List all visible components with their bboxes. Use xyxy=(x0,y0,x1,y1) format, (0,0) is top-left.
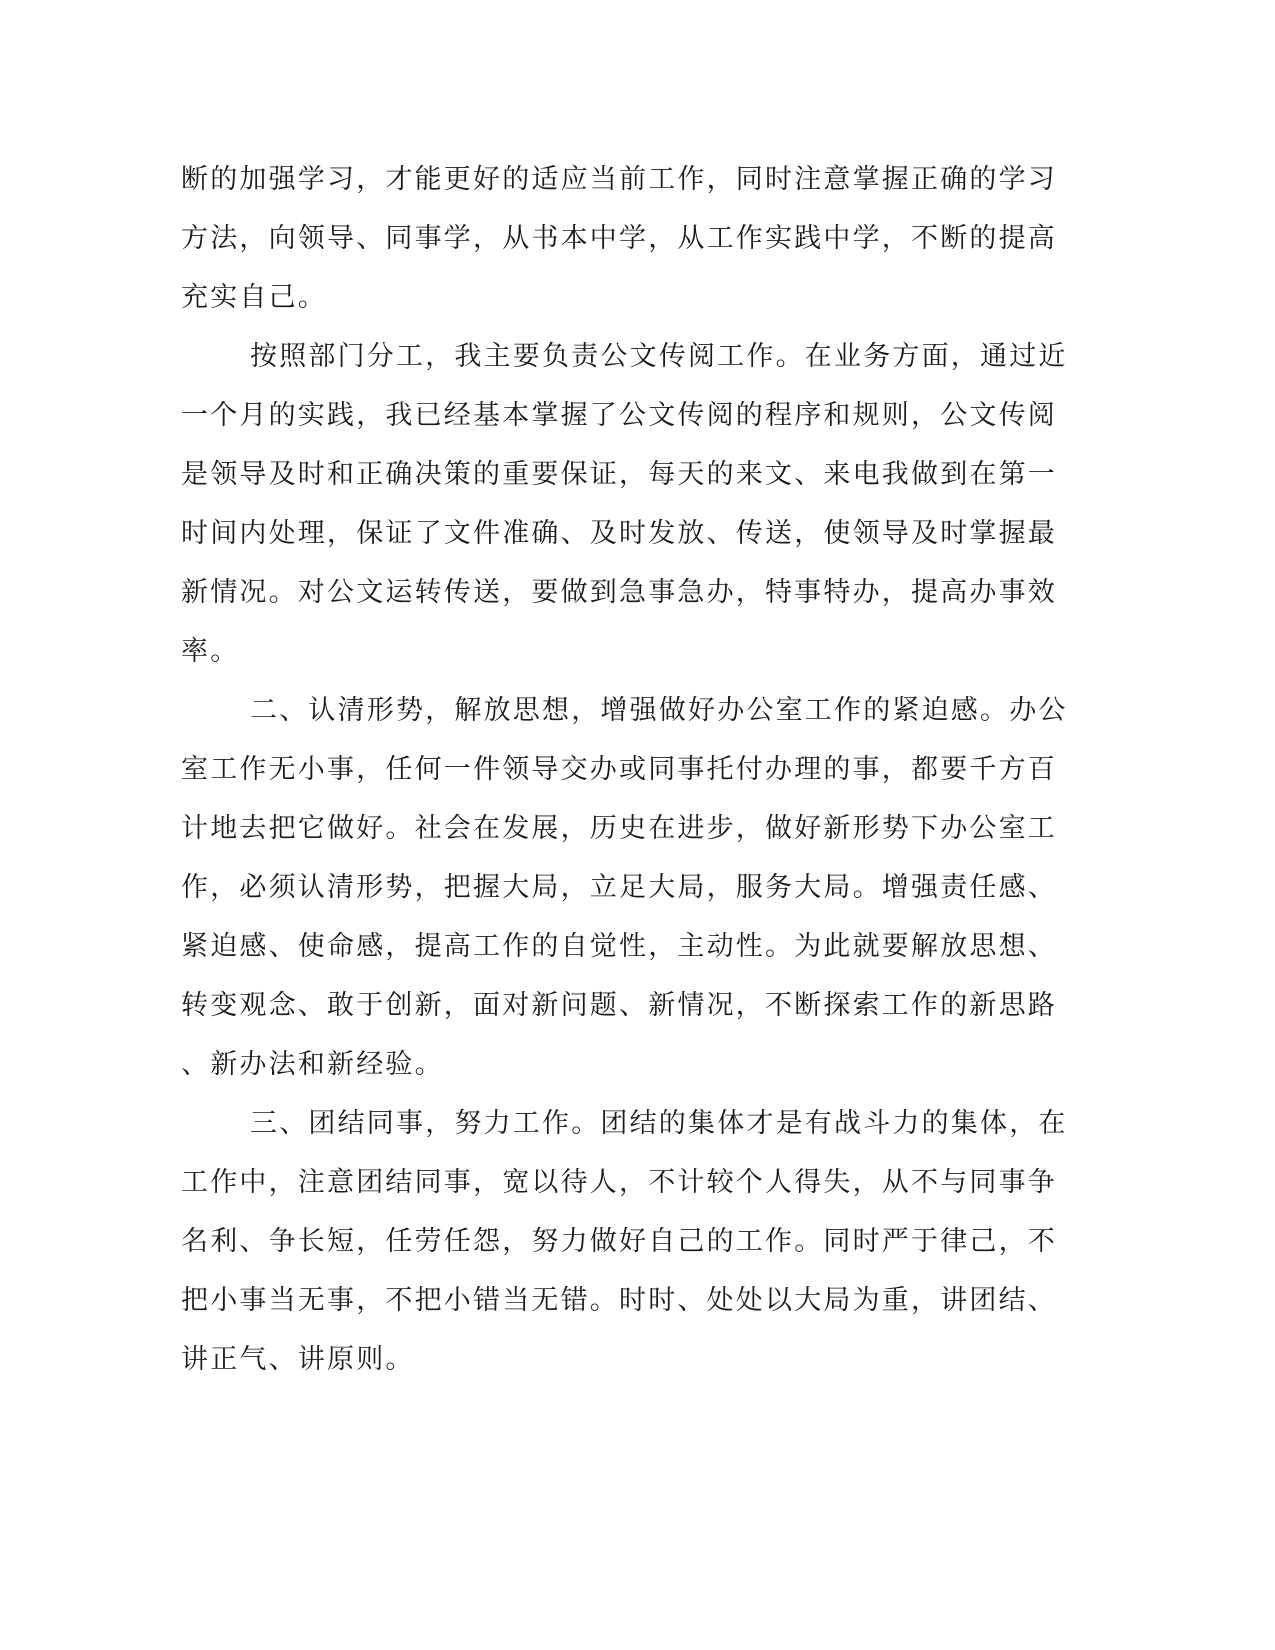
paragraph-3-line-4: 作，必须认清形势，把握大局，立足大局，服务大局。增强责任感、 xyxy=(181,872,1057,903)
paragraph-1-line-1: 断的加强学习，才能更好的适应当前工作，同时注意掌握正确的学习 xyxy=(181,164,1057,195)
paragraph-2-line-1: 按照部门分工，我主要负责公文传阅工作。在业务方面，通过近 xyxy=(250,341,1068,372)
paragraph-3-line-6: 转变观念、敢于创新，面对新问题、新情况，不断探索工作的新思路 xyxy=(181,990,1057,1021)
paragraph-4-line-3: 名利、争长短，任劳任怨，努力做好自己的工作。同时严于律己，不 xyxy=(181,1226,1057,1257)
paragraph-3-line-2: 室工作无小事，任何一件领导交办或同事托付办理的事，都要千方百 xyxy=(181,754,1057,785)
paragraph-3-line-7: 、新办法和新经验。 xyxy=(181,1049,444,1080)
paragraph-3-line-1: 二、认清形势，解放思想，增强做好办公室工作的紧迫感。办公 xyxy=(250,695,1068,726)
paragraph-4-line-4: 把小事当无事，不把小错当无错。时时、处处以大局为重，讲团结、 xyxy=(181,1285,1057,1316)
paragraph-3-line-3: 计地去把它做好。社会在发展，历史在进步，做好新形势下办公室工 xyxy=(181,813,1057,844)
paragraph-3-line-5: 紧迫感、使命感，提高工作的自觉性，主动性。为此就要解放思想、 xyxy=(181,931,1057,962)
paragraph-1-line-2: 方法，向领导、同事学，从书本中学，从工作实践中学，不断的提高 xyxy=(181,223,1057,254)
paragraph-2-line-5: 新情况。对公文运转传送，要做到急事急办，特事特办，提高办事效 xyxy=(181,577,1057,608)
paragraph-2-line-4: 时间内处理，保证了文件准确、及时发放、传送，使领导及时掌握最 xyxy=(181,518,1057,549)
paragraph-4-line-2: 工作中，注意团结同事，宽以待人，不计较个人得失，从不与同事争 xyxy=(181,1167,1057,1198)
paragraph-2-line-3: 是领导及时和正确决策的重要保证，每天的来文、来电我做到在第一 xyxy=(181,459,1057,490)
paragraph-4-line-5: 讲正气、讲原则。 xyxy=(181,1344,415,1375)
paragraph-1-line-3: 充实自己。 xyxy=(181,282,327,313)
paragraph-2-line-2: 一个月的实践，我已经基本掌握了公文传阅的程序和规则，公文传阅 xyxy=(181,400,1057,431)
paragraph-4-line-1: 三、团结同事，努力工作。团结的集体才是有战斗力的集体，在 xyxy=(250,1108,1068,1139)
paragraph-2-line-6: 率。 xyxy=(181,636,240,667)
